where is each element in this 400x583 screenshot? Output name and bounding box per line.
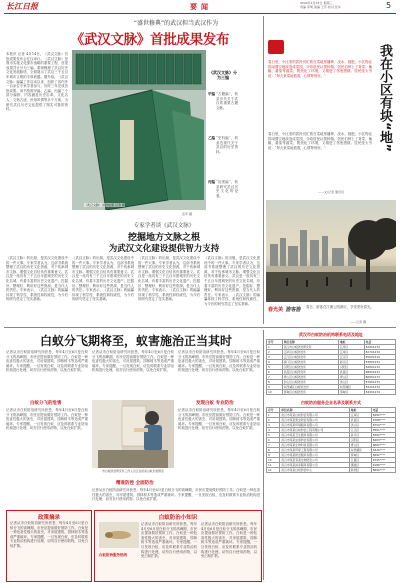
lead-body: 本报讯 记者 4月14日，《武汉文脉》首批成果发布会在汉举行。《武汉文脉》是我市实施文化强市战略的重要工程，首批成果共计分为三编，系统梳理了武汉历史文化发展脉络，全面展示了武汉三千五百年城市文明的丰厚底蕴。据介绍，《武汉文脉》编纂工作启动以来，组织了省内外一百余位专家学者参与，历时三年完成首批成果。该书按照甲编、乙编、丙编三个部分编排，内容涵盖历史沿革、文化名人、文物古迹、民俗风情等多个方面，为研究武汉历史文化提供了翔实可靠的资料。 bbox=[6, 52, 68, 112]
masthead-rule bbox=[4, 13, 396, 14]
table-cell: 武汉市某某消杀服务有限公司 bbox=[280, 463, 349, 468]
table-cell: 硚口区白蚁防治所 bbox=[282, 360, 338, 365]
table-cell: 东西湖区白蚁防治所 bbox=[282, 385, 338, 390]
termite-subhead-1: 白蚁分飞的危害 bbox=[30, 401, 62, 406]
termite-body-1: 记者从市白蚁防治研究所获悉，每年4月至6月是白蚁分飞的高峰期，市民应提前做好预防工作。白蚁是一种危害性极大的害虫，对房屋建筑、园林树木等造成严重破坏。专家提醒，一旦发现白蚁，应及时联系专业防治机构进行处理，切勿自行使用药物，以免白蚁扩散。 bbox=[6, 350, 88, 373]
table-cell: 蔡甸区 bbox=[349, 453, 371, 458]
spring-photo bbox=[266, 200, 396, 302]
lead-photo-caption: 《武汉文脉》首批成果 记者 摄 bbox=[84, 203, 125, 207]
table-cell: 8690**** bbox=[371, 468, 395, 473]
table-cell: 8280**** bbox=[371, 413, 395, 418]
table-cell: 武汉市某某虫害防治有限公司 bbox=[280, 438, 349, 443]
hotline-title: 白蚁防治服务热线 bbox=[99, 553, 127, 557]
table-cell: 武汉市某某环保工程有限公司 bbox=[280, 448, 349, 453]
table-cell: 8788**** bbox=[371, 418, 395, 423]
series-item-b-text: “史料编”，收录近现代关于武汉的历史资料。 bbox=[216, 136, 238, 154]
table-cell: 武汉市某某环境服务有限公司 bbox=[280, 423, 349, 428]
header-cell: 地址 bbox=[349, 408, 371, 413]
table-cell: 6 bbox=[267, 370, 283, 375]
table-cell: 江岸区 bbox=[349, 413, 371, 418]
feature-byline: ——文/记者 通讯员 bbox=[318, 190, 344, 194]
termite-subhead-2: 发现白蚁 专业防治 bbox=[196, 401, 234, 406]
table-cell: 东西湖区 bbox=[349, 448, 371, 453]
table-cell: 武汉市某某白蚁防治有限公司 bbox=[280, 413, 349, 418]
table-cell: 3 bbox=[267, 423, 280, 428]
table-cell: 青山区 bbox=[349, 443, 371, 448]
lead-kicker: “盛世修典”的武汉担当武汉作为 bbox=[133, 20, 219, 27]
header-cell: 序号 bbox=[267, 408, 280, 413]
policy-text: 记者从市白蚁防治研究所获悉，每年4月至6月是白蚁分飞的高峰期，市民应提前做好预防工作。白蚁是一种危害性极大的害虫，对房屋建筑、园林树木等造成严重破坏。专家提醒，一旦发现白蚁，应及时联系专业防治机构进行处理，切勿自行使用药物，以免白蚁扩散。 bbox=[10, 521, 88, 548]
table-cell: 蔡甸区白蚁防治所 bbox=[282, 390, 338, 395]
table-cell: 5 bbox=[267, 365, 283, 370]
table-cell: 汉阳区白蚁防治所 bbox=[282, 365, 338, 370]
header-cell: 地址 bbox=[338, 340, 364, 345]
termite-subhead-3: 精准防控 全面防治 bbox=[116, 481, 154, 486]
feature-body-2: 春日里，小区里的居民们忙着在菜地里播种、浇水、施肥。小区物业将闲置空地改造成菜园，分给居民认领种植，居民们种上了青菜、辣椒、番茄等蔬菜，既美化了环境，又增进了邻里感情。居民张大爷说：“每天来菜地看看，心情特别好。” bbox=[268, 132, 372, 150]
termite-photo bbox=[92, 400, 174, 468]
table-cell: 86801234 bbox=[364, 375, 395, 380]
header-cell: 序号 bbox=[267, 340, 283, 345]
table-cell: 3 bbox=[267, 355, 283, 360]
series-title: 《武汉文脉》分为三编 bbox=[209, 70, 237, 80]
table-cell: 83801234 bbox=[364, 360, 395, 365]
termite-photo-caption: 市白蚁防治研究所工作人员正在检查白蚁危害情况 bbox=[102, 469, 164, 473]
header-cell: 电话 bbox=[371, 408, 395, 413]
table-cell: 武汉市某某有害生物防治公司 bbox=[280, 458, 349, 463]
knowledge-text-2: 记者从市白蚁防治研究所获悉，每年4月至6月是白蚁分飞的高峰期，市民应提前做好预防工作。白蚁是一种危害性极大的害虫，对房屋建筑、园林树木等造成严重破坏。专家提醒，一旦发现白蚁，应及时联系专业防治机构进行处理，切勿自行使用药物，以免白蚁扩散。 bbox=[201, 522, 257, 559]
table-cell: 江岸区 bbox=[338, 350, 364, 355]
table-cell: 硚口区 bbox=[338, 360, 364, 365]
table-cell: 江岸区 bbox=[338, 345, 364, 350]
table-cell: 新洲区 bbox=[349, 468, 371, 473]
termite-body-3: 记者从市白蚁防治研究所获悉，每年4月至6月是白蚁分飞的高峰期，市民应提前做好预防工作。白蚁是一种危害性极大的害虫，对房屋建筑、园林树木等造成严重破坏。专家提醒，一旦发现白蚁，应及时联系专业防治机构进行处理，切勿自行使用药物，以免白蚁扩散。 bbox=[178, 350, 260, 373]
table-cell: 青山区白蚁防治所 bbox=[282, 375, 338, 380]
newspaper-logo: 长江日报 bbox=[6, 1, 38, 11]
lead-photo bbox=[72, 50, 206, 210]
table-cell: 8382**** bbox=[371, 433, 395, 438]
interview-body-col-1: 《武汉文脉》的出版，是武汉文化建设中的一件大事。专家学者认为，这部书系统整理了武汉的历史文化资源，对于传承城市文脉、增强文化自信具有重要意义。武汉是一座具有三千五百年建城史的历史文化名城，有着丰富的历史文化遗产。挖掘好、整理好、利用好这些资源，是当代人的责任。专家表示，《武汉文脉》的编纂体现了科学性、系统性和权威性，为今后的研究奠定了坚实基础。 bbox=[6, 256, 68, 302]
table-cell: 83201234 bbox=[364, 385, 395, 390]
directory-table bbox=[266, 339, 396, 395]
series-item-a-label: 甲编 bbox=[208, 92, 215, 96]
page-number: 5 bbox=[386, 1, 392, 10]
table-cell: 2 bbox=[267, 350, 283, 355]
interview-body-col-3: 《武汉文脉》的出版，是武汉文化建设中的一件大事。专家学者认为，这部书系统整理了武汉的历史文化资源，对于传承城市文脉、增强文化自信具有重要意义。武汉是一座具有三千五百年建城史的历史文化名城，有着丰富的历史文化遗产。挖掘好、整理好、利用好这些资源，是当代人的责任。专家表示，《武汉文脉》的编纂体现了科学性、系统性和权威性，为今后的研究奠定了坚实基础。 bbox=[138, 256, 200, 302]
knowledge-text-1: 记者从市白蚁防治研究所获悉，每年4月至6月是白蚁分飞的高峰期，市民应提前做好预防工作。白蚁是一种危害性极大的害虫，对房屋建筑、园林树木等造成严重破坏。专家提醒，一旦发现白蚁，应及时联系专业防治机构进行处理，切勿自行使用药物，以免白蚁扩散。 bbox=[141, 522, 197, 559]
directory-table-2 bbox=[266, 407, 396, 473]
termite-headline: 白蚁分飞期将至，蚁害施治正当其时 bbox=[39, 334, 232, 348]
series-box bbox=[208, 52, 238, 212]
table-cell: 6 bbox=[267, 438, 280, 443]
table-row bbox=[267, 468, 396, 473]
table-cell: 武汉市白蚁防治研究所 bbox=[282, 345, 338, 350]
table-row bbox=[267, 390, 396, 395]
column-divider bbox=[263, 16, 264, 324]
header-cell: 电话 bbox=[364, 340, 395, 345]
table-cell: 洪山区 bbox=[349, 423, 371, 428]
series-item-c-label: 丙编 bbox=[208, 180, 215, 184]
table-cell: 10 bbox=[267, 390, 283, 395]
table-cell: 4 bbox=[267, 360, 283, 365]
editor-line: 责编 李明 美编 王芳 校对 张华 bbox=[300, 5, 341, 9]
knowledge-title: 白蚁防治小知识 bbox=[158, 515, 198, 521]
table-cell: 7 bbox=[267, 443, 280, 448]
table-cell: 武昌区 bbox=[349, 418, 371, 423]
table-cell: 8326**** bbox=[371, 448, 395, 453]
table-cell: 8 bbox=[267, 448, 280, 453]
table-cell: 6186**** bbox=[371, 463, 395, 468]
table-cell: 11 bbox=[267, 463, 280, 468]
directory-title-2: 白蚁防治服务企业名录及联系方式 bbox=[301, 400, 361, 405]
termite-body-6: 记者从市白蚁防治研究所获悉，每年4月至6月是白蚁分飞的高峰期，市民应提前做好预防工作。白蚁是一种危害性极大的害虫，对房屋建筑、园林树木等造成严重破坏。专家提醒，一旦发现白蚁，应及时联系专业防治机构进行处理，切勿自行使用药物，以免白蚁扩散。 bbox=[92, 488, 260, 502]
table-cell: 武汉市某某害虫防治有限公司 bbox=[280, 418, 349, 423]
table-cell: 江汉区白蚁防治所 bbox=[282, 355, 338, 360]
directory-title: 武汉市白蚁防治机构联系电话及地址 bbox=[299, 332, 363, 337]
table-cell: 8 bbox=[267, 380, 283, 385]
table-cell: 江夏区 bbox=[349, 458, 371, 463]
table-cell: 洪山区 bbox=[338, 380, 364, 385]
table-cell: 84801234 bbox=[364, 365, 395, 370]
date-line: 2020年4月15日 星期三 bbox=[300, 1, 333, 5]
table-cell: 武汉市某某白蚁防治工程有限公司 bbox=[280, 428, 349, 433]
table-cell: 8795**** bbox=[371, 458, 395, 463]
series-item-c-text: “论著编”，收录研究武汉历史文化的论著。 bbox=[216, 180, 238, 198]
lead-headline: 《武汉文脉》首批成果发布 bbox=[70, 32, 230, 48]
interview-body-col-4: 《武汉文脉》的出版，是武汉文化建设中的一件大事。专家学者认为，这部书系统整理了武汉的历史文化资源，对于传承城市文脉、增强文化自信具有重要意义。武汉是一座具有三千五百年建城史的历史文化名城，有着丰富的历史文化遗产。挖掘好、整理好、利用好这些资源，是当代人的责任。专家表示，《武汉文脉》的编纂体现了科学性、系统性和权威性，为今后的研究奠定了坚实基础。 bbox=[204, 256, 260, 306]
spring-photo-caption: 春日，游客在江滩公园游玩，享受美好春光。 bbox=[306, 305, 374, 309]
interview-body-col-2: 《武汉文脉》的出版，是武汉文化建设中的一件大事。专家学者认为，这部书系统整理了武汉的历史文化资源，对于传承城市文脉、增强文化自信具有重要意义。武汉是一座具有三千五百年建城史的历史文化名城，有着丰富的历史文化遗产。挖掘好、整理好、利用好这些资源，是当代人的责任。专家表示，《武汉文脉》的编纂体现了科学性、系统性和权威性，为今后的研究奠定了坚实基础。 bbox=[72, 256, 134, 302]
table-cell: 8483**** bbox=[371, 438, 395, 443]
table-cell: 江岸区白蚁防治所 bbox=[282, 350, 338, 355]
interview-headline-2: 为武汉文化建设提供智力支持 bbox=[108, 244, 220, 254]
table-cell: 5 bbox=[267, 433, 280, 438]
table-cell: 8682**** bbox=[371, 443, 395, 448]
termite-body-5: 记者从市白蚁防治研究所获悉，每年4月至6月是白蚁分飞的高峰期，市民应提前做好预防工作。白蚁是一种危害性极大的害虫，对房屋建筑、园林树木等造成严重破坏。专家提醒，一旦发现白蚁，应及时联系专业防治机构进行处理，切勿自行使用药物，以免白蚁扩散。 bbox=[178, 408, 260, 431]
table-cell: 2 bbox=[267, 418, 280, 423]
table-cell: 9 bbox=[267, 453, 280, 458]
header-cell: 单位名称 bbox=[280, 408, 349, 413]
spring-photo-label: 春光美 bbox=[268, 307, 284, 313]
section-divider bbox=[4, 327, 396, 328]
table-cell: 8561**** bbox=[371, 428, 395, 433]
spring-photo-credit: ——记者 摄 bbox=[350, 320, 366, 324]
table-cell: 8759**** bbox=[371, 423, 395, 428]
table-cell: 东西湖区 bbox=[338, 385, 364, 390]
interview-headline-1: 挖掘地方文脉之根 bbox=[127, 233, 200, 243]
spring-photo-sublabel: 游客游 bbox=[286, 307, 302, 313]
table-cell: 1 bbox=[267, 413, 280, 418]
table-cell: 硚口区 bbox=[349, 433, 371, 438]
table-cell: 4 bbox=[267, 428, 280, 433]
table-cell: 黄陂区 bbox=[349, 463, 371, 468]
termite-body-2: 记者从市白蚁防治研究所获悉，每年4月至6月是白蚁分飞的高峰期，市民应提前做好预防工作。白蚁是一种危害性极大的害虫，对房屋建筑、园林树木等造成严重破坏。专家提醒，一旦发现白蚁，应及时联系专业防治机构进行处理，切勿自行使用药物，以免白蚁扩散。 bbox=[92, 350, 174, 373]
termite-specimen-image bbox=[99, 522, 139, 548]
series-item-a-text: “古籍编”，收录历代关于武汉的重要古籍文献。 bbox=[216, 92, 238, 110]
table-cell: 85601234 bbox=[364, 355, 395, 360]
series-item-b-label: 乙编 bbox=[208, 136, 215, 140]
feature-title: 我在小区有块“地” bbox=[377, 44, 392, 153]
table-cell: 江汉区 bbox=[349, 428, 371, 433]
table-cell: 87801234 bbox=[364, 380, 395, 385]
table-cell: 武汉市某某生物科技有限公司 bbox=[280, 443, 349, 448]
table-cell: 汉阳区 bbox=[349, 438, 371, 443]
table-cell: 12 bbox=[267, 468, 280, 473]
lead-photographer: 张军 摄 bbox=[182, 212, 192, 216]
table-cell: 武昌区白蚁防治所 bbox=[282, 370, 338, 375]
table-cell: 青山区 bbox=[338, 375, 364, 380]
table-cell: 武汉市某某防治服务有限公司 bbox=[280, 453, 349, 458]
table-cell: 8492**** bbox=[371, 453, 395, 458]
feature-body-1: 春日里，小区里的居民们忙着在菜地里播种、浇水、施肥。小区物业将闲置空地改造成菜园，分给居民认领种植，居民们种上了青菜、辣椒、番茄等蔬菜，既美化了环境，又增进了邻里感情。居民张大爷说：“每天来菜地看看，心情特别好。” bbox=[268, 60, 372, 78]
table-cell: 洪山区白蚁防治所 bbox=[282, 380, 338, 385]
table-cell: 88801234 bbox=[364, 370, 395, 375]
table-cell: 9 bbox=[267, 385, 283, 390]
table-cell: 武昌区 bbox=[338, 370, 364, 375]
table-cell: 82701234 bbox=[364, 350, 395, 355]
knowledge-box bbox=[94, 510, 262, 582]
table-cell: 武汉市某某白蚁防治中心 bbox=[280, 468, 349, 473]
masthead bbox=[0, 0, 400, 14]
table-cell: 汉阳区 bbox=[338, 365, 364, 370]
header-cell: 单位名称 bbox=[282, 340, 338, 345]
table-cell: 武汉市某某卫生服务有限公司 bbox=[280, 433, 349, 438]
policy-box bbox=[6, 510, 92, 582]
table-cell: 84901234 bbox=[364, 390, 395, 395]
termite-body-4: 记者从市白蚁防治研究所获悉，每年4月至6月是白蚁分飞的高峰期，市民应提前做好预防工作。白蚁是一种危害性极大的害虫，对房屋建筑、园林树木等造成严重破坏。专家提醒，一旦发现白蚁，应及时联系专业防治机构进行处理，切勿自行使用药物，以免白蚁扩散。 bbox=[6, 408, 88, 431]
feature-header-badge bbox=[268, 40, 284, 54]
table-cell: 江汉区 bbox=[338, 355, 364, 360]
table-cell: 7 bbox=[267, 375, 283, 380]
section-label: 要闻 bbox=[190, 3, 212, 11]
interview-kicker: 专家学者谈《武汉文脉》 bbox=[133, 223, 195, 229]
table-cell: 1 bbox=[267, 345, 283, 350]
policy-title: 政策摘录 bbox=[37, 515, 60, 521]
table-cell: 82801234 bbox=[364, 345, 395, 350]
table-cell: 10 bbox=[267, 458, 280, 463]
table-cell: 蔡甸区 bbox=[338, 390, 364, 395]
table-divider bbox=[263, 330, 264, 580]
